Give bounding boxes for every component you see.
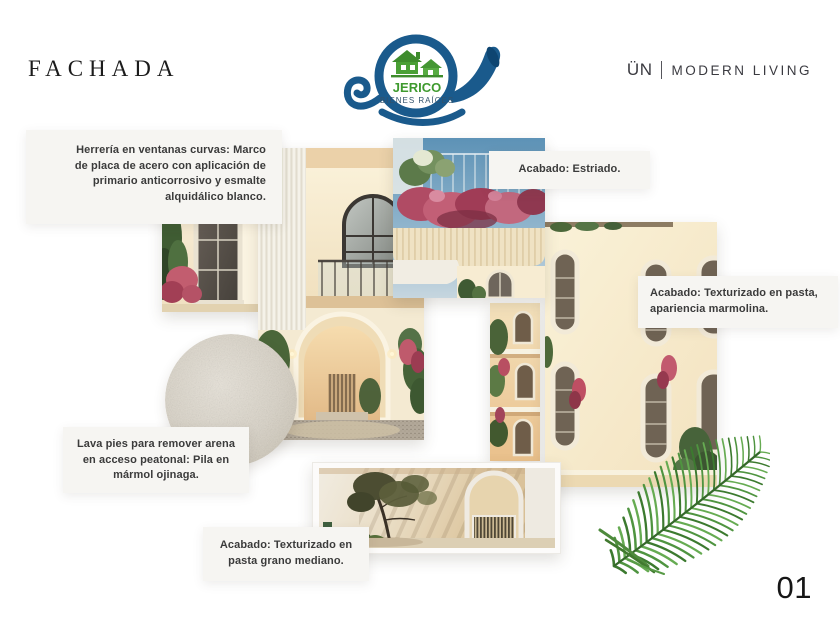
annotation-herreria [26, 130, 282, 224]
logo-brand-text: JERICO [392, 80, 442, 95]
annotation-estriado [489, 151, 650, 189]
partner-divider [661, 61, 662, 79]
annotation-herreria-text: Herrería en ventanas curvas: Marco de placa de acero con aplicación de primario anticorrosivo y esmalte alquidálico blanco. [74, 144, 266, 203]
palm-frond-icon [598, 418, 770, 576]
annotation-estriado-text: Acabado: Estriado. [518, 163, 621, 175]
annotation-lava-pies [63, 427, 249, 493]
annotation-grano-mediano [203, 527, 369, 581]
page-title: FACHADA [28, 56, 180, 81]
partner-lockup [627, 60, 812, 80]
partner-mark: ÜN [626, 60, 653, 79]
jerico-logo-icon [336, 24, 504, 128]
annotation-grano-mediano-text: Acabado: Texturizado en pasta grano mediano. [219, 539, 353, 567]
annotation-marmolina-text: Acabado: Texturizado en pasta, apariencia marmolina. [650, 287, 818, 315]
partner-name: MODERN LIVING [671, 62, 812, 78]
annotation-marmolina [638, 276, 838, 328]
page-number: 01 [776, 570, 812, 605]
annotation-lava-pies-text: Lava pies para remover arena en acceso peatonal: Pila en mármol ojinaga. [76, 438, 236, 481]
entrance-arch [296, 314, 388, 420]
louvered-portal [467, 473, 521, 548]
logo-subtitle-text: BIENES RAÍCES [379, 96, 455, 105]
render-facade-strip [490, 303, 540, 461]
strip-arch-windows [514, 312, 534, 455]
